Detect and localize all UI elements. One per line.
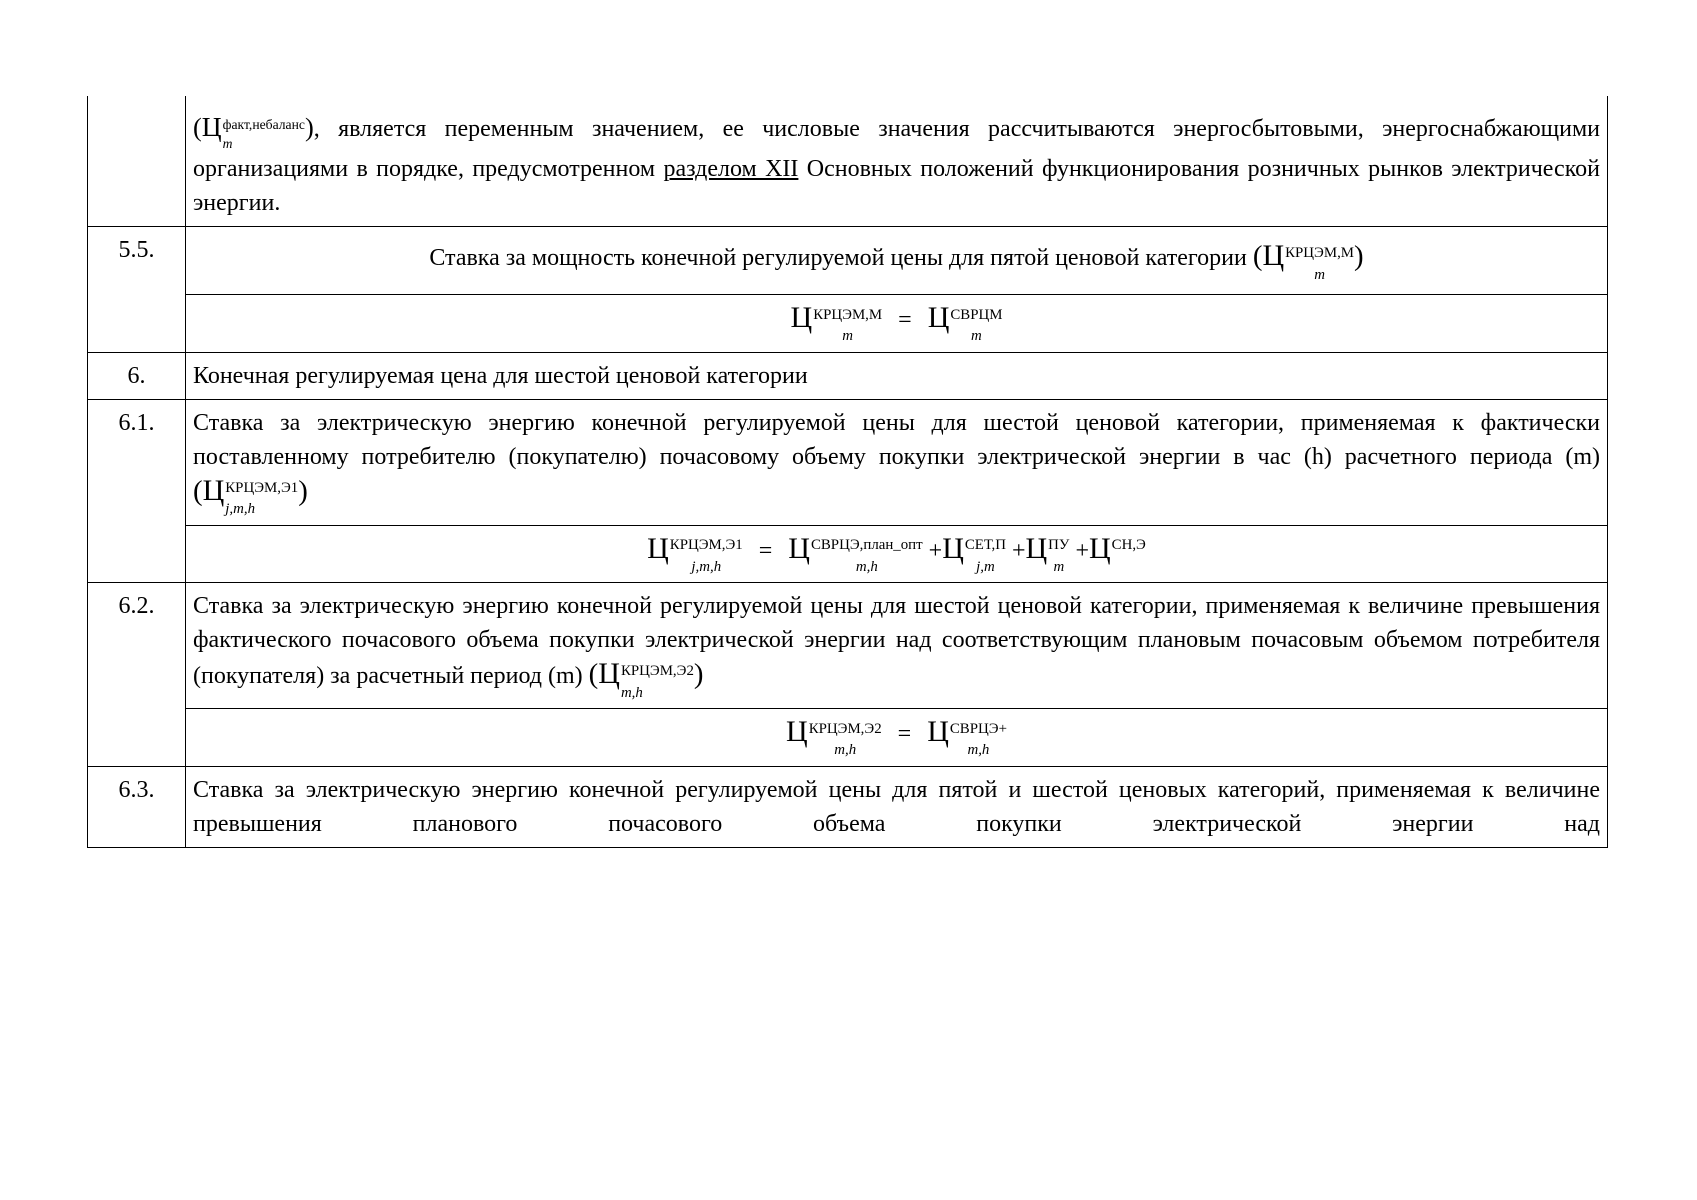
row-text: Ставка за электрическую энергию конечной регулируемой цены для пятой и шестой ценовых категорий, применяемая к величине превышения планового почасового объема покупки электрической энергии над (186, 766, 1608, 847)
price-symbol: ( Ц факт,небаланс m ) (193, 111, 314, 152)
price-symbol: ( Ц КРЦЭМ,Э2 m,h ) (588, 657, 704, 701)
row-text: Ставка за электрическую энергию конечной регулируемой цены для шестой ценовой категории, применяемая к величине превышения фактического почасового объема покупки электрической энергии над соответствующим плановым почасовым объемом потребителя (покупателя) за расчетный период (m) ( Ц КРЦЭМ,Э2 m,h ) (186, 583, 1608, 709)
table-row (88, 96, 1608, 227)
table-row (88, 227, 1608, 295)
table-row (88, 525, 1608, 583)
row-number: 6.2. (88, 583, 186, 767)
table-row (88, 399, 1608, 525)
table-row (88, 583, 1608, 709)
row-number: 6.3. (88, 766, 186, 847)
formula: Ц КРЦЭМ,М m = Ц СВРЦМ m (186, 295, 1608, 353)
price-symbol: ( Ц КРЦЭМ,Э1 j,m,h ) (193, 473, 308, 518)
price-symbol: ( Ц КРЦЭМ,М m ) (1252, 239, 1364, 283)
formula: Ц КРЦЭМ,Э1 j,m,h = Ц СВРЦЭ,план_опт m,h + Ц СЕТ,П j,m + Ц ПУ m + Ц СН,Э (186, 525, 1608, 583)
row-number: 6.1. (88, 399, 186, 583)
table-row (88, 352, 1608, 399)
section-link[interactable]: разделом XII (663, 156, 799, 183)
table-row (88, 295, 1608, 353)
row-number: 6. (88, 352, 186, 399)
row-number (88, 96, 186, 227)
row-text: Конечная регулируемая цена для шестой ценовой категории (186, 352, 1608, 399)
row-text: Ставка за электрическую энергию конечной регулируемой цены для шестой ценовой категории, применяемая к фактически поставленному потребителю (покупателю) почасовому объему покупки электрической энергии в час (h) расчетного периода (m) ( Ц КРЦЭМ,Э1 j,m,h ) (186, 399, 1608, 525)
row-text: ( Ц факт,небаланс m ) , является переменным значением, ее числовые значения рассчитываются энергосбытовыми, энергоснабжающими организациями в порядке, предусмотренном разделом XII Основных положений функционирования розничных рынков электрической энергии. (186, 96, 1608, 227)
table-row (88, 709, 1608, 767)
row-text: Ставка за мощность конечной регулируемой цены для пятой ценовой категории ( Ц КРЦЭМ,М m ) (186, 227, 1608, 295)
regulation-table (87, 96, 1608, 848)
formula: Ц КРЦЭМ,Э2 m,h = Ц СВРЦЭ+ m,h (186, 709, 1608, 767)
table-row (88, 766, 1608, 847)
row-number: 5.5. (88, 227, 186, 353)
